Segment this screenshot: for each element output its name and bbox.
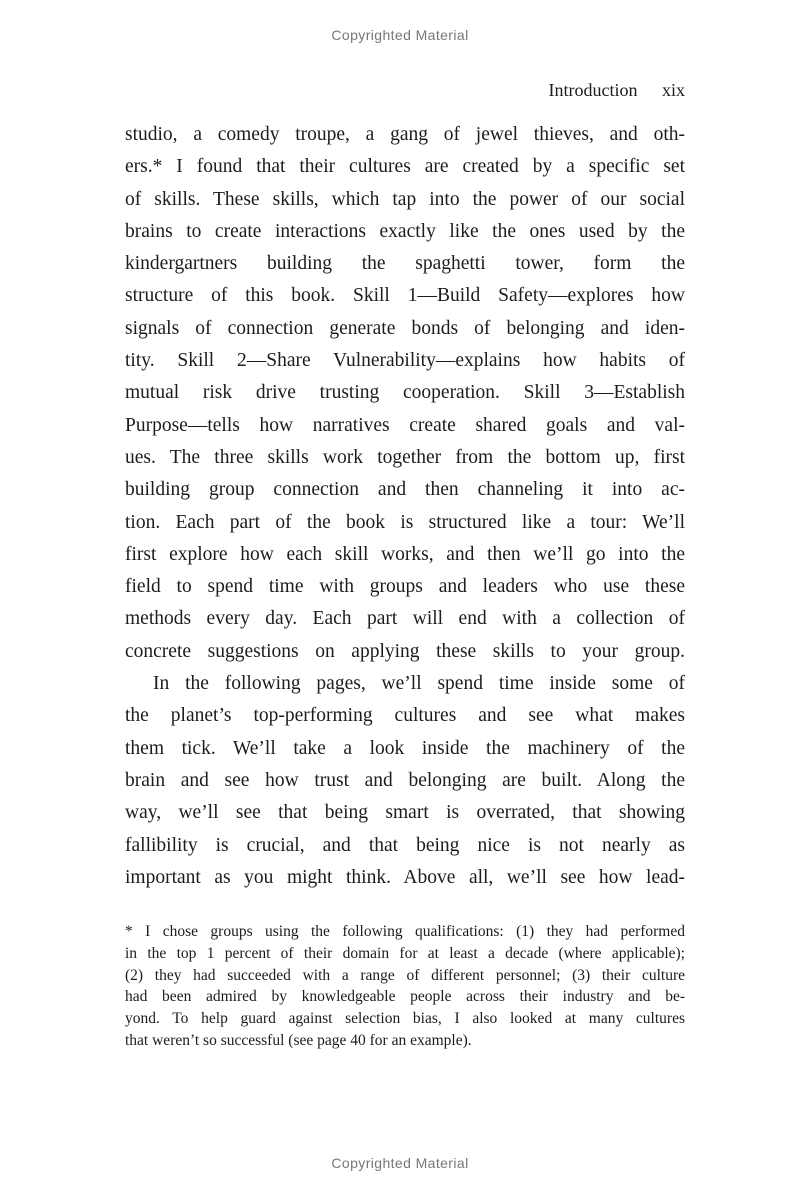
text-line: the planet’s top-performing cultures and see what makes — [125, 705, 685, 727]
running-header — [125, 80, 685, 101]
text-line: ues. The three skills work together from the bottom up, first — [125, 446, 685, 468]
chapter-title: Introduction — [548, 80, 638, 100]
text-line: had been admired by knowledgeable people across their industry and be- — [125, 988, 685, 1006]
text-line: brain and see how trust and belonging are built. Along the — [125, 769, 685, 791]
text-line: Purpose—tells how narratives create shared goals and val- — [125, 414, 685, 436]
text-line: field to spend time with groups and leaders who use these — [125, 576, 685, 598]
text-line: * I chose groups using the following qualifications: (1) they had performed — [125, 923, 685, 940]
text-line: fallibility is crucial, and that being nice is not nearly as — [125, 834, 685, 856]
text-line: building group connection and then channeling it into ac- — [125, 479, 685, 501]
text-line: yond. To help guard against selection bias, I also looked at many cultures — [125, 1010, 685, 1028]
text-line: (2) they had succeeded with a range of different personnel; (3) their culture — [125, 966, 685, 984]
text-line: methods every day. Each part will end with a collection of — [125, 608, 685, 630]
copyright-notice-bottom: Copyrighted Material — [331, 1155, 469, 1171]
text-line: kindergartners building the spaghetti tower, form the — [125, 253, 685, 275]
text-line: mutual risk drive trusting cooperation. Skill 3—Establish — [125, 382, 685, 404]
text-line: signals of connection generate bonds of belonging and iden- — [125, 317, 685, 339]
paragraph-2 — [125, 668, 685, 894]
text-line: In the following pages, we’ll spend time inside some of — [153, 673, 685, 695]
footnote — [125, 921, 685, 1052]
text-line: studio, a comedy troupe, a gang of jewel thieves, and oth- — [125, 124, 685, 145]
text-line: tity. Skill 2—Share Vulnerability—explains how habits of — [125, 350, 685, 372]
page-number: xix — [661, 80, 685, 100]
text-line: brains to create interactions exactly like the ones used by the — [125, 220, 685, 242]
text-line: of skills. These skills, which tap into the power of our social — [125, 188, 685, 210]
text-line: first explore how each skill works, and then we’ll go into the — [125, 543, 685, 565]
text-line: ers.* I found that their cultures are created by a specific set — [125, 156, 685, 178]
text-line: in the top 1 percent of their domain for at least a decade (where applicable); — [125, 944, 685, 962]
body-text — [125, 119, 685, 894]
copyright-notice-top: Copyrighted Material — [331, 27, 469, 43]
text-line: tion. Each part of the book is structured like a tour: We’ll — [125, 511, 685, 533]
text-line: structure of this book. Skill 1—Build Safety—explores how — [125, 285, 685, 307]
text-line: important as you might think. Above all, we’ll see how lead- — [125, 866, 685, 888]
paragraph-1 — [125, 119, 685, 668]
text-line: them tick. We’ll take a look inside the machinery of the — [125, 737, 685, 759]
text-line: concrete suggestions on applying these skills to your group. — [125, 640, 685, 662]
text-line: way, we’ll see that being smart is overrated, that showing — [125, 802, 685, 824]
text-line: that weren’t so successful (see page 40 for an example). — [125, 1031, 472, 1049]
